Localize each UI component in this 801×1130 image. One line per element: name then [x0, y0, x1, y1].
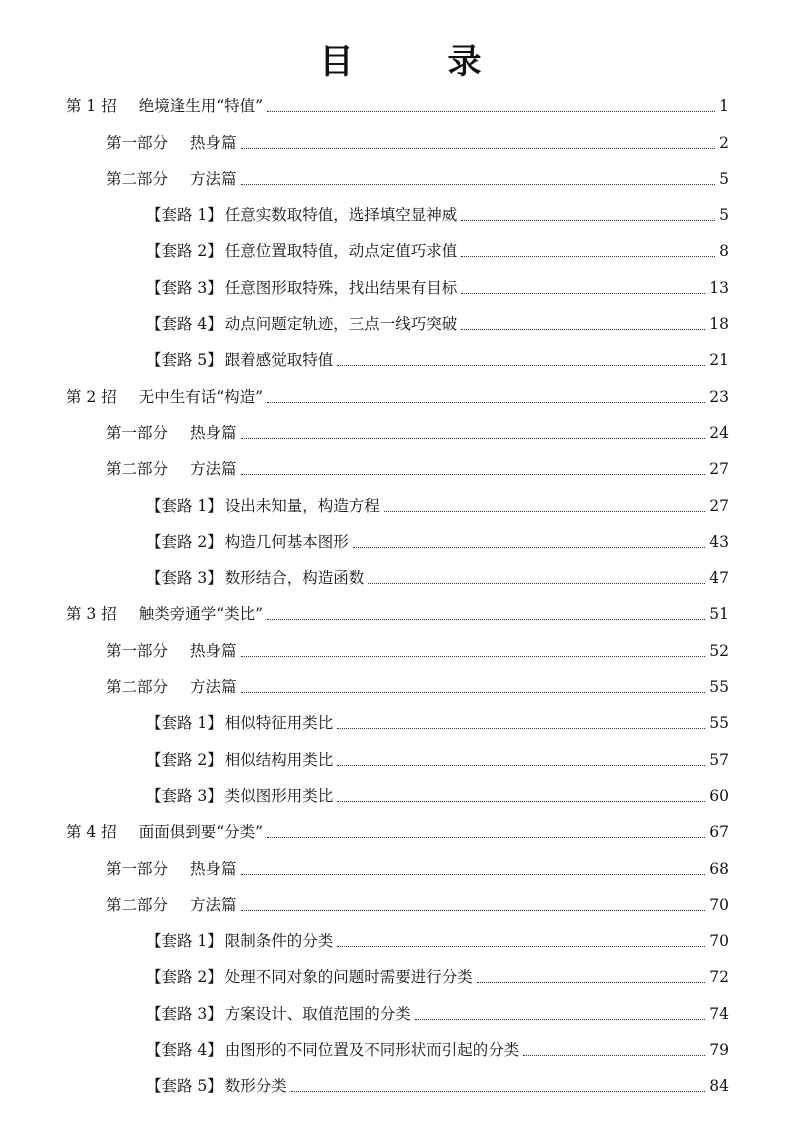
- toc-method[interactable]: [0, 267, 801, 303]
- toc-page-number: 5: [719, 206, 729, 225]
- toc-entry-title: 类似图形用类比: [224, 786, 334, 805]
- toc-page-number: 23: [709, 387, 729, 406]
- toc-page-number: 21: [709, 351, 729, 370]
- toc-method[interactable]: [0, 522, 801, 558]
- toc-page-number: 5: [719, 169, 729, 188]
- toc-method[interactable]: [0, 231, 801, 267]
- toc-entry-number: 第二部分: [106, 460, 169, 479]
- toc-entry-number: 【套路 3】: [146, 569, 223, 588]
- dot-leader: [415, 1018, 705, 1020]
- toc-page-number: 1: [719, 97, 729, 116]
- toc-label: [146, 278, 457, 298]
- toc-entry-title: 跟着感觉取特值: [224, 351, 334, 370]
- toc-page-number: 68: [709, 859, 729, 878]
- dot-leader: [241, 909, 706, 911]
- dot-leader: [337, 727, 705, 729]
- toc-entry-number: 【套路 5】: [146, 1077, 223, 1096]
- toc-label: [106, 895, 237, 915]
- toc-entry-title: 热身篇: [190, 423, 237, 442]
- toc-entry-title: 动点问题定轨迹，三点一线巧突破: [224, 315, 458, 334]
- dot-leader: [368, 582, 705, 584]
- toc-entry-number: 【套路 5】: [146, 351, 223, 370]
- toc-label: [146, 1040, 519, 1060]
- dot-leader: [461, 255, 715, 257]
- toc-page-number: 43: [709, 532, 729, 551]
- toc-entry-number: 【套路 2】: [146, 532, 223, 551]
- dot-leader: [523, 1054, 705, 1056]
- toc-entry-title: 面面俱到要“分类”: [138, 823, 264, 842]
- toc-entry-number: 第一部分: [106, 859, 169, 878]
- toc-entry-number: 【套路 1】: [146, 714, 223, 733]
- toc-label: [146, 1004, 411, 1024]
- dot-leader: [241, 183, 716, 185]
- dot-leader: [337, 945, 705, 947]
- toc-page-number: 51: [709, 605, 729, 624]
- dot-leader: [291, 1090, 705, 1092]
- toc-entry-number: 第一部分: [106, 641, 169, 660]
- dot-leader: [353, 546, 705, 548]
- toc-label: [106, 677, 237, 697]
- toc-entry-number: 【套路 1】: [146, 932, 223, 951]
- toc-entry-number: 第一部分: [106, 423, 169, 442]
- toc-entry-number: 第 2 招: [66, 387, 117, 406]
- toc-entry-title: 任意实数取特值，选择填空显神威: [224, 206, 458, 225]
- toc-page-number: 74: [709, 1004, 729, 1023]
- toc-method[interactable]: [0, 304, 801, 340]
- table-of-contents: [0, 86, 801, 1102]
- toc-label: [146, 1076, 287, 1096]
- toc-label: [146, 241, 457, 261]
- dot-leader: [241, 691, 706, 693]
- toc-part[interactable]: [0, 885, 801, 921]
- toc-entry-number: 第一部分: [106, 133, 169, 152]
- toc-label: [66, 387, 263, 407]
- toc-part[interactable]: [0, 667, 801, 703]
- dot-leader: [461, 292, 705, 294]
- toc-label: [146, 350, 333, 370]
- dot-leader: [477, 981, 705, 983]
- toc-page-number: 52: [709, 641, 729, 660]
- dot-leader: [267, 401, 705, 403]
- toc-chapter[interactable]: [0, 594, 801, 630]
- toc-page-number: 67: [709, 823, 729, 842]
- toc-label: [106, 859, 237, 879]
- toc-page-number: 24: [709, 423, 729, 442]
- toc-page-number: 27: [709, 496, 729, 515]
- dot-leader: [267, 110, 715, 112]
- toc-method[interactable]: [0, 558, 801, 594]
- toc-entry-number: 【套路 1】: [146, 496, 223, 515]
- dot-leader: [337, 800, 705, 802]
- toc-entry-title: 任意位置取特值，动点定值巧求值: [224, 242, 458, 261]
- toc-label: [106, 423, 237, 443]
- toc-chapter[interactable]: [0, 812, 801, 848]
- toc-method[interactable]: [0, 1066, 801, 1102]
- toc-entry-number: 【套路 4】: [146, 1041, 223, 1060]
- toc-part[interactable]: [0, 630, 801, 666]
- toc-entry-title: 处理不同对象的问题时需要进行分类: [224, 968, 473, 987]
- toc-part[interactable]: [0, 449, 801, 485]
- toc-label: [146, 931, 333, 951]
- dot-leader: [267, 836, 705, 838]
- toc-label: [106, 169, 237, 189]
- toc-chapter[interactable]: [0, 86, 801, 122]
- toc-page-number: 72: [709, 968, 729, 987]
- toc-page-number: 27: [709, 460, 729, 479]
- dot-leader: [267, 618, 705, 620]
- toc-page-number: 84: [709, 1077, 729, 1096]
- dot-leader: [384, 510, 705, 512]
- toc-entry-title: 由图形的不同位置及不同形状而引起的分类: [224, 1041, 520, 1060]
- toc-entry-number: 【套路 2】: [146, 750, 223, 769]
- toc-entry-number: 第 4 招: [66, 823, 117, 842]
- dot-leader: [241, 437, 706, 439]
- dot-leader: [241, 655, 706, 657]
- toc-entry-title: 方法篇: [190, 460, 237, 479]
- toc-entry-number: 【套路 4】: [146, 315, 223, 334]
- toc-method[interactable]: [0, 739, 801, 775]
- toc-part[interactable]: [0, 159, 801, 195]
- toc-entry-number: 【套路 2】: [146, 242, 223, 261]
- toc-method[interactable]: [0, 776, 801, 812]
- toc-entry-title: 无中生有话“构造”: [138, 387, 264, 406]
- toc-page-number: 18: [709, 315, 729, 334]
- toc-method[interactable]: [0, 957, 801, 993]
- toc-method[interactable]: [0, 703, 801, 739]
- toc-page-number: 13: [709, 278, 729, 297]
- toc-entry-number: 第二部分: [106, 169, 169, 188]
- dot-leader: [241, 147, 716, 149]
- toc-label: [146, 967, 473, 987]
- toc-label: [146, 713, 333, 733]
- toc-page-number: 70: [709, 895, 729, 914]
- toc-label: [146, 496, 380, 516]
- toc-entry-title: 热身篇: [190, 859, 237, 878]
- toc-method[interactable]: [0, 340, 801, 376]
- toc-entry-title: 构造几何基本图形: [224, 532, 349, 551]
- toc-page-number: 55: [709, 678, 729, 697]
- toc-entry-number: 【套路 3】: [146, 1004, 223, 1023]
- toc-entry-title: 任意图形取特殊，找出结果有目标: [224, 278, 458, 297]
- toc-label: [146, 750, 333, 770]
- toc-entry-title: 方法篇: [190, 169, 237, 188]
- toc-method[interactable]: [0, 485, 801, 521]
- toc-entry-title: 热身篇: [190, 133, 237, 152]
- toc-part[interactable]: [0, 848, 801, 884]
- toc-entry-number: 第二部分: [106, 895, 169, 914]
- toc-page-number: 8: [719, 242, 729, 261]
- toc-page-number: 79: [709, 1041, 729, 1060]
- toc-label: [146, 314, 457, 334]
- toc-entry-title: 数形结合，构造函数: [224, 569, 365, 588]
- dot-leader: [241, 873, 706, 875]
- toc-label: [146, 568, 364, 588]
- toc-chapter[interactable]: [0, 376, 801, 412]
- toc-entry-number: 【套路 2】: [146, 968, 223, 987]
- toc-part[interactable]: [0, 413, 801, 449]
- toc-label: [106, 459, 237, 479]
- toc-page-number: 47: [709, 569, 729, 588]
- toc-entry-title: 方法篇: [190, 678, 237, 697]
- dot-leader: [241, 473, 706, 475]
- toc-entry-title: 触类旁通学“类比”: [138, 605, 264, 624]
- toc-label: [146, 532, 349, 552]
- dot-leader: [337, 364, 705, 366]
- toc-entry-title: 相似特征用类比: [224, 714, 334, 733]
- dot-leader: [461, 219, 715, 221]
- toc-entry-title: 数形分类: [224, 1077, 287, 1096]
- toc-page-number: 70: [709, 932, 729, 951]
- toc-entry-number: 第 3 招: [66, 605, 117, 624]
- toc-page-number: 2: [719, 133, 729, 152]
- toc-entry-title: 热身篇: [190, 641, 237, 660]
- toc-entry-title: 相似结构用类比: [224, 750, 334, 769]
- toc-entry-number: 【套路 1】: [146, 206, 223, 225]
- toc-label: [66, 604, 263, 624]
- toc-entry-title: 限制条件的分类: [224, 932, 334, 951]
- toc-page-number: 60: [709, 786, 729, 805]
- toc-label: [106, 641, 237, 661]
- toc-entry-title: 设出未知量，构造方程: [224, 496, 380, 515]
- dot-leader: [461, 328, 705, 330]
- toc-method[interactable]: [0, 921, 801, 957]
- toc-label: [146, 786, 333, 806]
- toc-part[interactable]: [0, 122, 801, 158]
- toc-method[interactable]: [0, 993, 801, 1029]
- toc-entry-title: 方案设计、取值范围的分类: [224, 1004, 411, 1023]
- toc-entry-title: 方法篇: [190, 895, 237, 914]
- toc-label: [66, 96, 263, 116]
- toc-page-number: 57: [709, 750, 729, 769]
- toc-method[interactable]: [0, 195, 801, 231]
- page-title: 目 录: [319, 42, 512, 82]
- toc-entry-number: 【套路 3】: [146, 786, 223, 805]
- toc-method[interactable]: [0, 1030, 801, 1066]
- toc-entry-number: 第 1 招: [66, 97, 117, 116]
- toc-entry-number: 【套路 3】: [146, 278, 223, 297]
- toc-label: [146, 205, 457, 225]
- toc-label: [66, 822, 263, 842]
- toc-entry-title: 绝境逢生用“特值”: [138, 97, 264, 116]
- toc-entry-number: 第二部分: [106, 678, 169, 697]
- toc-label: [106, 133, 237, 153]
- toc-page-number: 55: [709, 714, 729, 733]
- dot-leader: [337, 764, 705, 766]
